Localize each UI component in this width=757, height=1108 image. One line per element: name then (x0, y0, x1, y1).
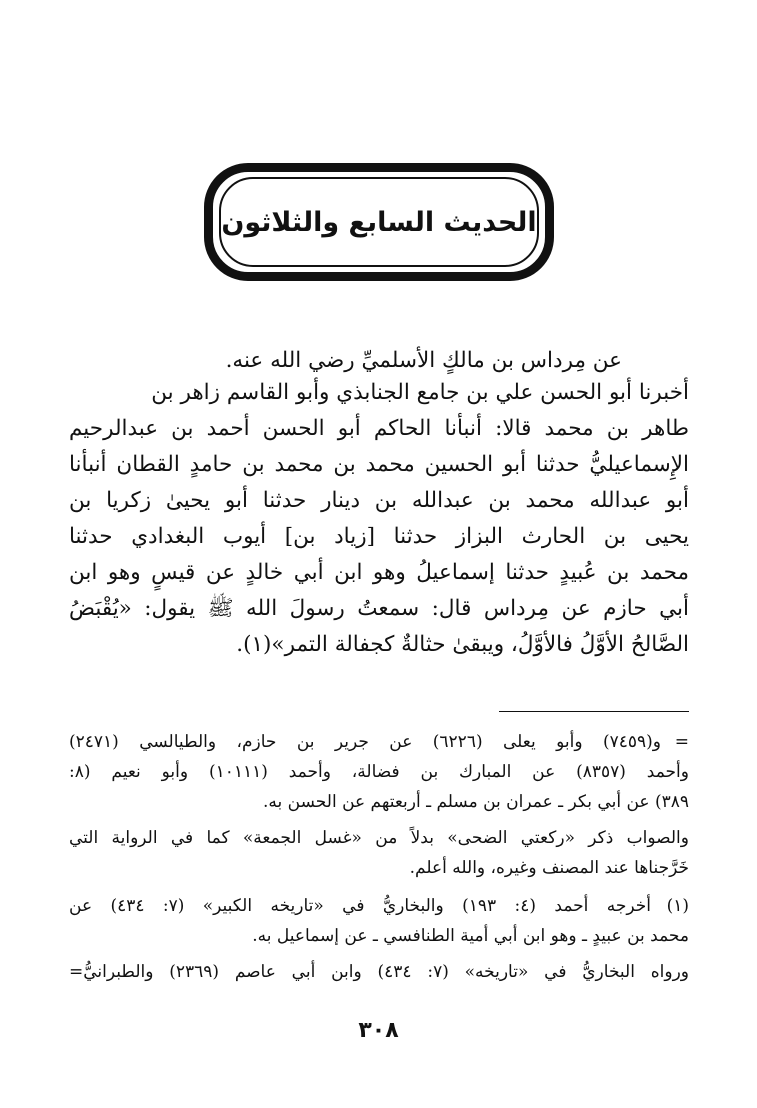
page-number: ٣٠٨ (358, 1018, 399, 1043)
hadith-intro: عن مِرداس بن مالكٍ الأسلميِّ رضي الله عنه. (225, 348, 622, 373)
footnote-1-marker: (١) (666, 896, 689, 916)
footnote-line: محمد بن عبيدٍ ـ وهو ابن أبي أمية الطنافسي ـ عن إسماعيل به. (252, 926, 689, 946)
footnote-line: ٣٨٩) عن أبي بكر ـ عمران بن مسلم ـ أربعتهم عن الحسن به. (263, 792, 689, 812)
paragraph-line: الصَّالحُ الأوَّلُ فالأوَّلُ، ويبقىٰ حثالةٌ كجفالة التمر»(١). (236, 632, 689, 657)
footnote-line: والصواب ذكر «ركعتي الضحى» بدلاً من «غسل الجمعة» كما في الرواية التي (69, 828, 689, 848)
paragraph-line: أبو عبدالله محمد بن عبدالله بن دينار حدثنا أبو يحيىٰ زكريا بن (69, 488, 689, 513)
footnote-line: خَرَّجناها عند المصنف وغيره، والله أعلم. (409, 858, 689, 878)
paragraph-line: أبي حازم عن مِرداس قال: سمعتُ رسولَ الله ﷺ يقول: «يُقْبَضُ (69, 596, 689, 621)
paragraph-line: أخبرنا أبو الحسن علي بن جامع الجنابذي وأبو القاسم زاهر بن (151, 380, 689, 405)
footnote-line: و(٧٤٥٩) وأبو يعلى (٦٢٢٦) عن جرير بن حازم، والطيالسي (٢٤٧١) (69, 732, 661, 752)
paragraph-line: محمد بن عُبيدٍ حدثنا إسماعيلُ وهو ابن أبي خالدٍ عن قيسٍ وهو ابن (69, 560, 689, 585)
footnote-line: أخرجه أحمد (٤: ١٩٣) والبخاريُّ في «تاريخه الكبير» (٧: ٤٣٤) عن (69, 896, 651, 916)
paragraph-line: يحيى بن الحارث البزاز حدثنا [زياد بن] أيوب البغدادي حدثنا (69, 524, 689, 549)
footnote-line: وأحمد (٨٣٥٧) عن المبارك بن فضالة، وأحمد (١٠١١١) وأبو نعيم (٨: (69, 762, 689, 782)
chapter-title-frame (204, 163, 554, 281)
chapter-title-inner-frame (219, 177, 539, 267)
footnote-separator (499, 711, 689, 712)
paragraph-line: الإِسماعيليُّ حدثنا أبو الحسين محمد بن محمد بن حامدٍ القطان أنبأنا (69, 452, 689, 477)
footnote-line: ورواه البخاريُّ في «تاريخه» (٧: ٤٣٤) وابن أبي عاصم (٢٣٦٩) والطبرانيُّ= (69, 962, 689, 982)
footnote-continuation-marker: = (674, 732, 689, 752)
chapter-title: الحديث السابع والثلاثون (221, 206, 537, 238)
paragraph-line: طاهر بن محمد قالا: أنبأنا الحاكم أبو الحسن أحمد بن عبدالرحيم (69, 416, 689, 441)
